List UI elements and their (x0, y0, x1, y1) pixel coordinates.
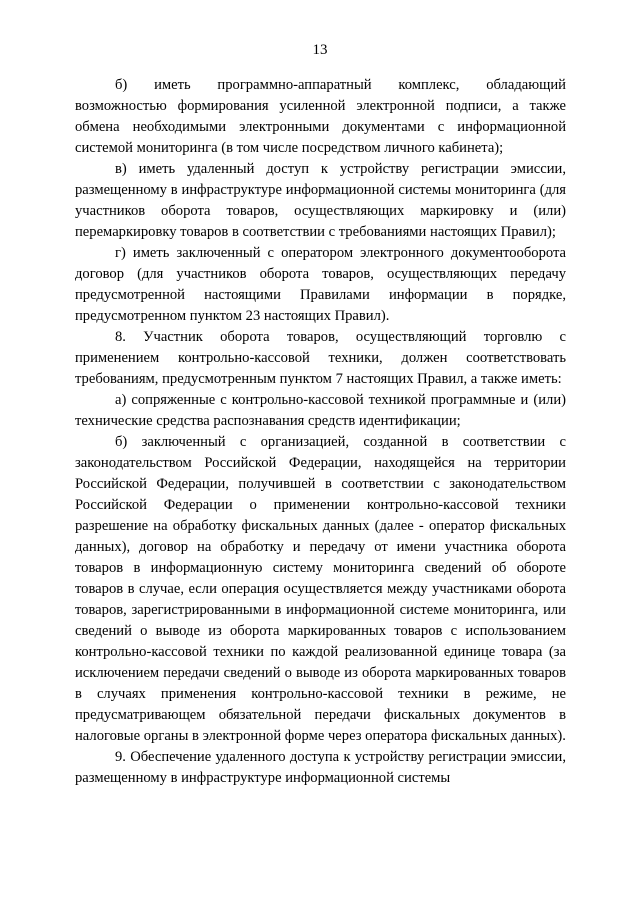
paragraph-item-g-edo-contract: г) иметь заключенный с оператором электронного документооборота договор (для участников оборота товаров, осуществляющих передачу предусмотренной настоящими Правилами информации в порядке, предусмотренном пунктом 23 настоящих Правил). (75, 245, 566, 324)
paragraph-item-a-recognition-tools: а) сопряженные с контрольно-кассовой техникой программные и (или) технические средства распознавания средств идентификации; (75, 392, 566, 429)
paragraph-item-v-remote-access: в) иметь удаленный доступ к устройству регистрации эмиссии, размещенному в инфраструктуре информационной системы мониторинга (для участников оборота товаров, осуществляющих маркировку и (или) перемаркировку товаров в соответствии с требованиями настоящих Правил); (75, 161, 566, 240)
page-number: 13 (312, 42, 328, 58)
paragraph-clause-9: 9. Обеспечение удаленного доступа к устройству регистрации эмиссии, размещенному в инфраструктуре информационной системы (75, 749, 566, 786)
document-body (75, 75, 566, 789)
paragraph-item-b-software: б) иметь программно-аппаратный комплекс, обладающий возможностью формирования усиленной электронной подписи, а также обмена необходимыми электронными документами с информационной системой мониторинга (в том числе посредством личного кабинета); (75, 77, 566, 156)
paragraph-clause-8: 8. Участник оборота товаров, осуществляющий торговлю с применением контрольно-кассовой техники, должен соответствовать требованиям, предусмотренным пунктом 7 настоящих Правил, а также иметь: (75, 329, 566, 387)
paragraph-item-b-fiscal-operator: б) заключенный с организацией, созданной в соответствии с законодательством Российской Федерации, находящейся на территории Российской Федерации, получившей в соответствии с законодательством Российской Федерации о применении контрольно-кассовой техники разрешение на обработку фискальных данных (далее - оператор фискальных данных), договор на обработку и передачу от имени участника оборота товаров в информационную систему мониторинга сведений об обороте товаров в случае, если операция осуществляется между участниками оборота товаров, зарегистрированными в информационной системе мониторинга, или сведений о выводе из оборота маркированных товаров с использованием контрольно-кассовой техники по каждой реализованной единице товара (за исключением передачи сведений о выводе из оборота маркированных товаров в случаях применения контрольно-кассовой техники в режиме, не предусматривающем обязательной передачи фискальных документов в налоговые органы в электронной форме через оператора фискальных данных). (75, 434, 566, 744)
